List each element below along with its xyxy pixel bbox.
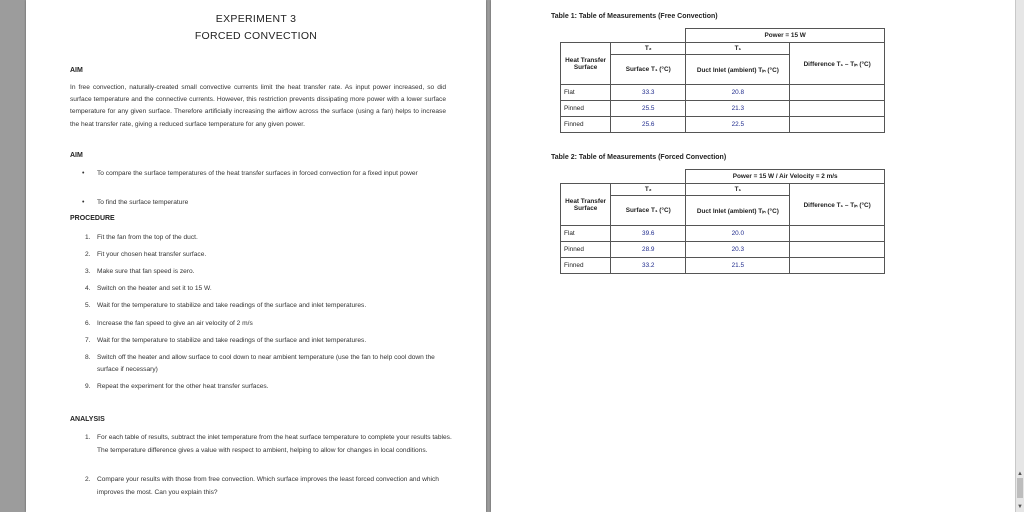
table1-col-t1: T₁	[686, 43, 790, 55]
table-row: Flat 39.6 20.0	[561, 226, 885, 242]
experiment-title: EXPERIMENT 3	[215, 13, 297, 25]
table1-hdr-diff: Difference T₁ – Tᵢₙ (°C)	[790, 43, 885, 85]
experiment-subtitle: FORCED CONVECTION	[194, 30, 318, 42]
bullet-dot-icon: •	[82, 170, 85, 177]
table-row: Flat 33.3 20.8	[561, 85, 885, 101]
table-row: Finned 33.2 21.5	[561, 258, 885, 274]
procedure-heading: PROCEDURE	[70, 215, 115, 222]
aim-paragraph: In free convection, naturally-created small convective currents limit the heat transfer rate. As input power increased, so did surface temperature and the connective currents. However, this restriction prevents dissipating more power with a lower surface temperature for any given surface. Therefore artificially increasing the airflow across the surface (using a fan) helps to increase the heat transfer rate, giving a reduced surface temperature for any given power.	[70, 84, 446, 128]
procedure-step: 7. Wait for the temperature to stabilize and take readings of the surface and inlet temperatures.	[85, 337, 367, 344]
scroll-thumb[interactable]	[1017, 478, 1023, 498]
procedure-step: 5. Wait for the temperature to stabilize and take readings of the surface and inlet temperatures.	[85, 302, 367, 309]
procedure-step: 3. Make sure that fan speed is zero.	[85, 268, 195, 275]
procedure-step: 4. Switch on the heater and set it to 15 W.	[85, 285, 212, 292]
table1-hdr-duct: Duct Inlet (ambient) Tᵢₙ (°C)	[686, 55, 790, 85]
analysis-item: 1. For each table of results, subtract the inlet temperature from the heat surface temperature to complete your results tables. The temperature difference gives a value with respect to ambient, helping to allow for changes in local conditions.	[85, 434, 452, 454]
table1	[560, 28, 885, 133]
table2-hdr-duct: Duct Inlet (ambient) Tᵢₙ (°C)	[686, 196, 790, 226]
table1-col-t2: T₂	[611, 43, 686, 55]
table1-hdr-surface: Heat Transfer Surface	[561, 43, 611, 85]
aim-heading: AIM	[70, 67, 83, 74]
scroll-up-icon[interactable]: ▲	[1017, 471, 1023, 477]
table2-col-t1: T₁	[686, 184, 790, 196]
table2-hdr-diff: Difference T₁ – Tᵢₙ (°C)	[790, 184, 885, 226]
table-row: Pinned 28.9 20.3	[561, 242, 885, 258]
procedure-step: 9. Repeat the experiment for the other heat transfer surfaces.	[85, 383, 269, 390]
page-right	[491, 0, 1016, 512]
procedure-step: 6. Increase the fan speed to give an air velocity of 2 m/s	[85, 320, 253, 327]
aim-bullet-text: To compare the surface temperatures of the heat transfer surfaces in forced convection for a fixed input power	[97, 170, 418, 177]
procedure-step: 2. Fit your chosen heat transfer surface.	[85, 251, 207, 258]
table2-hdr-surface-temp: Surface T₁ (°C)	[611, 196, 686, 226]
table2-col-t2: T₂	[611, 184, 686, 196]
procedure-step: 8. Switch off the heater and allow surface to cool down to near ambient temperature (use the fan to help cool down the surface if necessary)	[85, 354, 435, 373]
table1-condition: Power = 15 W	[686, 29, 885, 43]
aim-bullet-1	[82, 168, 447, 180]
table-row: Finned 25.6 22.5	[561, 117, 885, 133]
analysis-heading: ANALYSIS	[70, 416, 105, 423]
table2-hdr-surface: Heat Transfer Surface	[561, 184, 611, 226]
table2	[560, 169, 885, 274]
bullet-dot-icon: •	[82, 199, 85, 206]
vertical-scrollbar[interactable]	[1015, 0, 1024, 512]
table-row: Pinned 25.5 21.3	[561, 101, 885, 117]
table2-condition: Power = 15 W / Air Velocity = 2 m/s	[686, 170, 885, 184]
table1-hdr-surface-temp: Surface T₁ (°C)	[611, 55, 686, 85]
aim-heading-2: AIM	[70, 152, 83, 159]
table1-caption: Table 1: Table of Measurements (Free Convection)	[551, 13, 718, 20]
aim-bullet-2	[82, 197, 447, 209]
procedure-step: 1. Fit the fan from the top of the duct.	[85, 234, 198, 241]
table2-caption: Table 2: Table of Measurements (Forced Convection)	[551, 154, 727, 161]
analysis-item: 2. Compare your results with those from free convection. Which surface improves the least forced convection and which improves the most. Can you explain this?	[85, 476, 439, 496]
page-left	[26, 0, 486, 512]
scroll-down-icon[interactable]: ▼	[1017, 504, 1023, 510]
aim-bullet-text: To find the surface temperature	[97, 199, 189, 206]
